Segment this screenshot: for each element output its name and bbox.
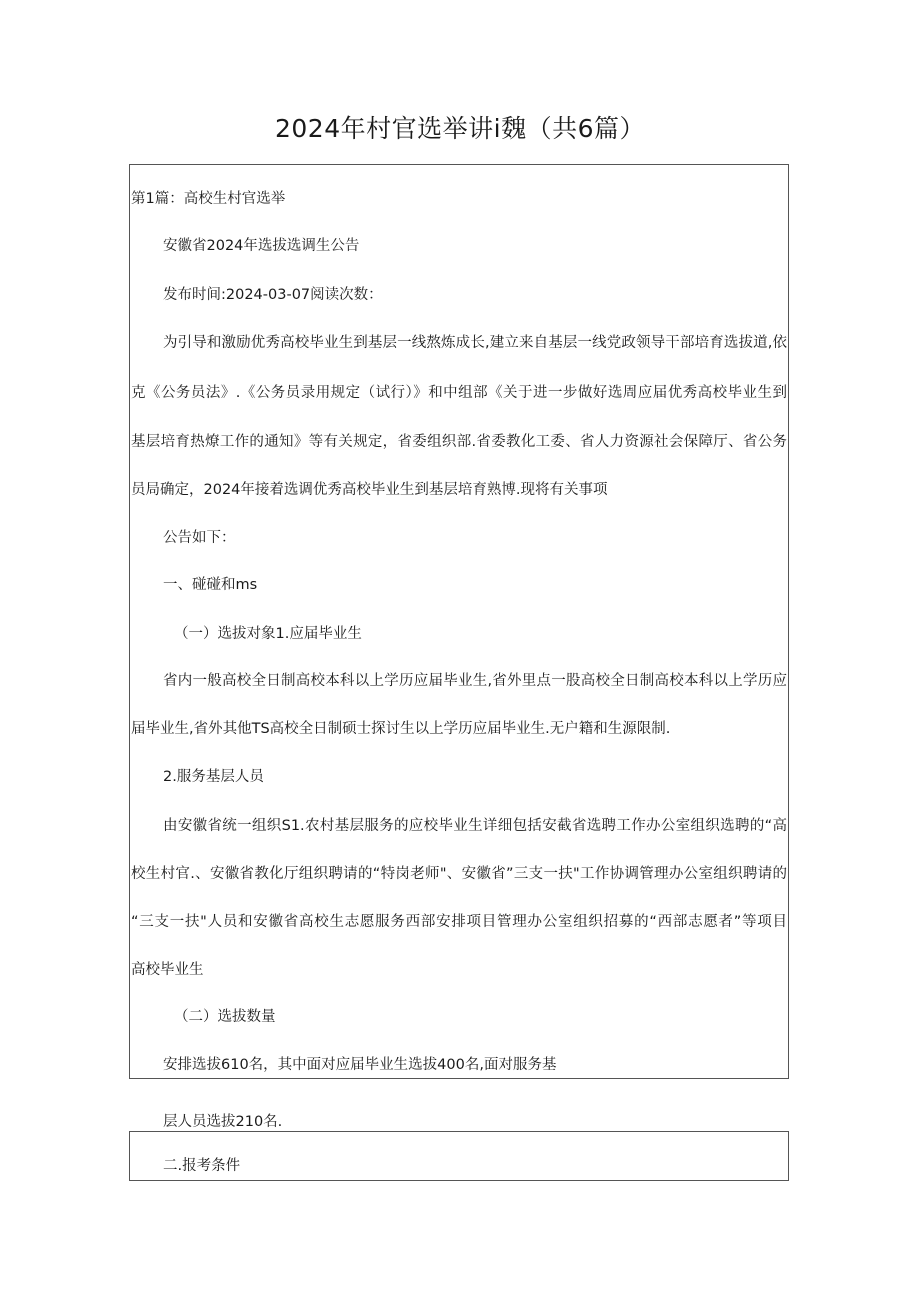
intro-line: 员局确定，2024年接着选调优秀高校毕业生到基层培育熟博.现将有关事项 bbox=[131, 482, 608, 498]
paragraph-line: 省内一般高校全日制高校本科以上学历应届毕业生,省外里点一股高校全日制高校本科以上学历应 bbox=[163, 673, 787, 689]
sub-heading: 2.服务基层人员 bbox=[163, 769, 264, 785]
paragraph-line: 高校毕业生 bbox=[131, 962, 204, 978]
intro-line: 基层培育热燎工作的通知》等有关规定，省委组织部.省委教化工委、省人力资源社会保障厅、省公务 bbox=[131, 434, 787, 450]
sub-heading: （二）选拔数量 bbox=[174, 1009, 276, 1025]
paragraph-line: 届毕业生,省外其他TS高校全日制硕士探讨生以上学历应届毕业生.无户籍和生源限制. bbox=[131, 721, 671, 737]
intro-line: 为引导和激励优秀高校毕业生到基层一线熬炼成长,建立来自基层一线党政领导干部培育选拔道,依 bbox=[163, 335, 787, 351]
paragraph-line: 由安徽省统一组织S1.农村基层服务的应校毕业生详细包括安截省选聘工作办公室组织选聘的“高 bbox=[163, 818, 787, 834]
publish-info: 发布时间:2024-03-07阅读次数： bbox=[163, 287, 383, 303]
section-heading: 第1篇：高校生村官选举 bbox=[131, 191, 286, 207]
document-title: 2024年村官选举讲i魏（共6篇） bbox=[275, 114, 645, 143]
intro-line: 克《公务员法》.《公务员录用规定（试行）》和中组部《关于进一步做好选周应届优秀高校毕业生到 bbox=[131, 385, 787, 401]
paragraph-line: 校生村官.、安徽省教化厅组织聘请的“特岗老师"、安徽省”三支一扶"工作协调管理办公室组织聘请的 bbox=[131, 866, 787, 882]
section-heading: 二.报考条件 bbox=[163, 1158, 241, 1174]
announce-text: 公告如下： bbox=[163, 530, 236, 546]
paragraph-line: “三支一扶"人员和安徽省高校生志愿服务西部安排项目管理办公室组织招募的“西部志愿者”等项目 bbox=[131, 914, 787, 930]
paragraph-line: 层人员选拔210名. bbox=[163, 1114, 283, 1130]
part-heading: 一、碰碰和ms bbox=[163, 577, 258, 593]
notice-title: 安徽省2024年选拔选调生公告 bbox=[163, 238, 360, 254]
sub-heading: （一）选拔对象1.应届毕业生 bbox=[174, 626, 362, 642]
paragraph-line: 安排选拔610名，其中面对应届毕业生选拔400名,面对服务基 bbox=[163, 1057, 557, 1073]
